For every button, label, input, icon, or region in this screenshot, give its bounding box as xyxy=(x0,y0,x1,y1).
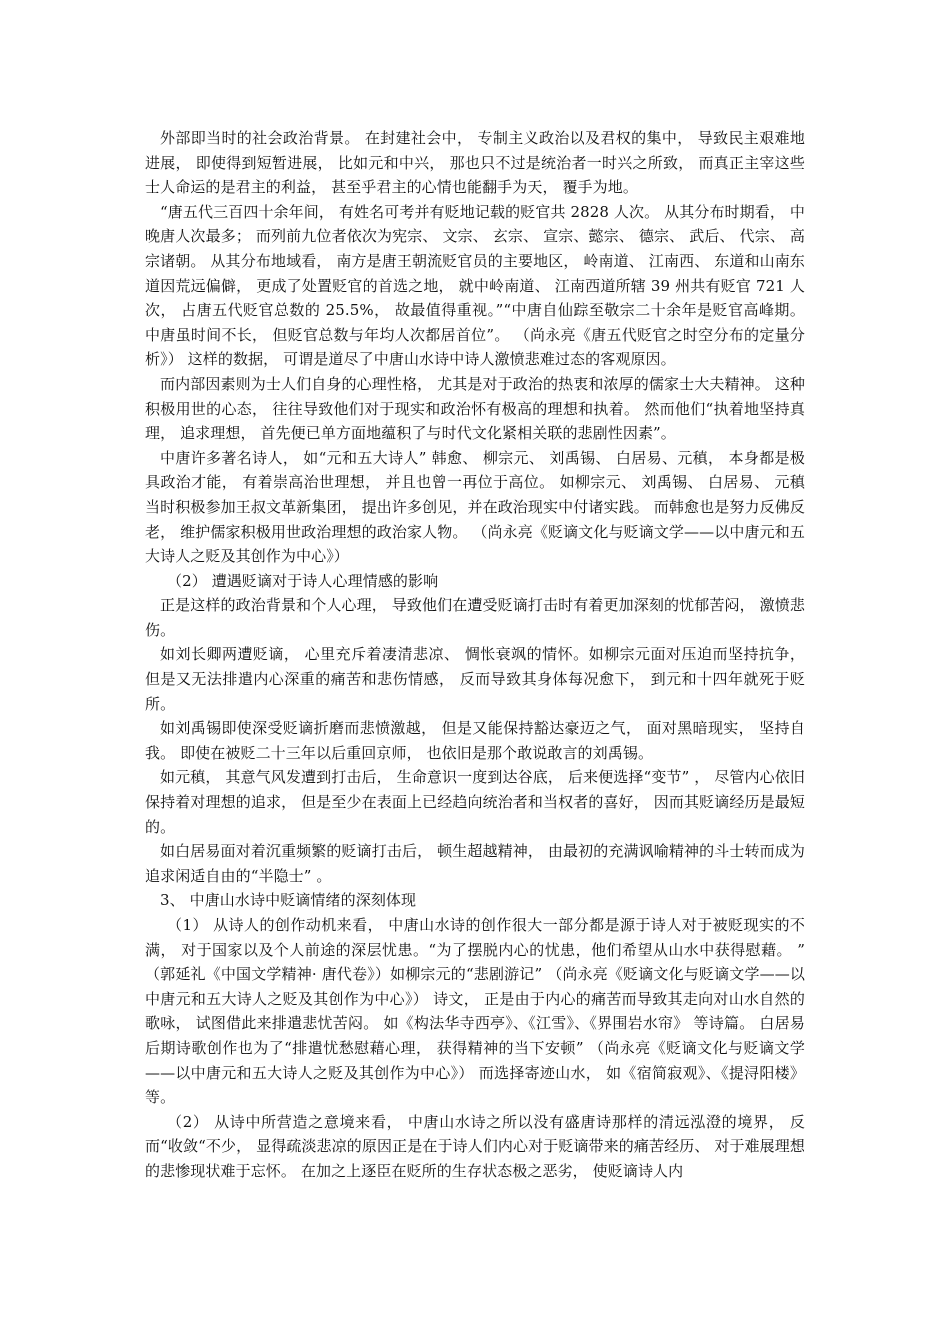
section-heading-2: （2） 遭遇贬谪对于诗人心理情感的影响 xyxy=(167,571,439,590)
paragraph-political-background: 外部即当时的社会政治背景。 在封建社会中， 专制主义政治以及君权的集中， 导致民主艰难地进展， 即使得到短暂进展， 比如元和中兴， 那也只不过是统治者一时兴之所致， 而真正主宰这些士人命运的是君主的利益， 甚至乎君主的心情也能翻手为天， 覆手为地。 xyxy=(145,129,805,197)
paragraph-liu-changqing: 如刘长卿两遭贬谪， 心里充斥着凄清悲凉、 惆怅衰飒的情怀。如柳宗元面对压迫而坚持抗争， 但是又无法排遣内心深重的痛苦和悲伤情感， 反而导致其身体每况愈下， 到元和十四年就死于贬所。 xyxy=(145,645,805,713)
paragraph-bai-juyi: 如白居易面对着沉重频繁的贬谪打击后， 顿生超越精神， 由最初的充满讽喻精神的斗士转而成为追求闲适自由的“半隐士” 。 xyxy=(145,842,805,885)
paragraph-liu-yuxi: 如刘禹锡即使深受贬谪折磨而悲愤激越， 但是又能保持豁达豪迈之气， 面对黑暗现实， 坚持自我。 即使在被贬二十三年以后重回京师， 也依旧是那个敢说敢言的刘禹锡。 xyxy=(145,719,805,762)
paragraph-consequence: 正是这样的政治背景和个人心理， 导致他们在遭受贬谪打击时有着更加深刻的忧郁苦闷， 激愤悲伤。 xyxy=(145,596,805,639)
paragraph-yuan-zhen: 如元稹， 其意气风发遭到打击后， 生命意识一度到达谷底， 后来便选择“变节” ， 尽管内心依旧保持着对理想的追求， 但是至少在表面上已经趋向统治者和当权者的喜好， 因而其贬谪经历是最短的。 xyxy=(145,768,805,836)
document-page xyxy=(145,126,805,1184)
paragraph-internal-factors: 而内部因素则为士人们自身的心理性格， 尤其是对于政治的热衷和浓厚的儒家士大夫精神。 这种积极用世的心态， 往往导致他们对于现实和政治怀有极高的理想和执着。 然而他们“执着地坚持真理， 追求理想， 首先便已单方面地蕴积了与时代文化紧相关联的悲剧性因素”。 xyxy=(145,374,805,443)
paragraph-creative-motive: （1） 从诗人的创作动机来看， 中唐山水诗的创作很大一部分都是源于诗人对于被贬现实的不满， 对于国家以及个人前途的深层忧患。“为了摆脱内心的忧患，他们希望从山水中获得慰藉。 ” （郭延礼《中国文学精神· 唐代卷》）如柳宗元的“悲剧游记” （尚永亮《贬谪文化与贬谪文学——以中唐元和五大诗人之贬及其创作为中心》） 诗文， 正是由于内心的痛苦而导致其走向对山水自然的歌咏， 试图借此来排遣悲忧苦闷。 如《构法华寺西亭》、《江雪》、《界围岩水帘》 等诗篇。 白居易后期诗歌创作也为了“排遣忧愁慰藉心理， 获得精神的当下安顿” （尚永亮《贬谪文化与贬谪文学——以中唐元和五大诗人之贬及其创作为中心》） 而选择寄迹山水， 如《宿简寂观》、《提浔阳楼》 等。 xyxy=(145,916,805,1107)
paragraph-demotion-statistics: “唐五代三百四十余年间， 有姓名可考并有贬地记载的贬官共 2828 人次。 从其分布时期看， 中晚唐人次最多； 而列前九位者依次为宪宗、 文宗、 玄宗、 宣宗、懿宗、 德宗、 武后、 代宗、 高宗诸朝。 从其分布地域看， 南方是唐王朝流贬官员的主要地区， 岭南道、 江南西、 东道和山南东道因荒远偏僻， 更成了处置贬官的首选之地， 就中岭南道、 江南西道所辖 39 州共有贬官 721 人次， 占唐五代贬官总数的 25.5%， 故最值得重视。”“中唐自仙踪至敬宗二十余年是贬官高峰期。 中唐虽时间不长， 但贬官总数与年均人次都居首位”。 （尚永亮《唐五代贬官之时空分布的定量分析》） 这样的数据， 可谓是道尽了中唐山水诗中诗人激愤悲难过态的客观原因。 xyxy=(145,202,805,369)
section-heading-3: 3、 中唐山水诗中贬谪情绪的深刻体现 xyxy=(160,891,417,910)
paragraph-famous-poets: 中唐许多著名诗人， 如“元和五大诗人” 韩愈、 柳宗元、 刘禹锡、 白居易、元稹， 本身都是极具政治才能， 有着崇高治世理想， 并且也曾一再位于高位。 如柳宗元、 刘禹锡、 白居易、 元稹当时积极参加王叔文革新集团， 提出许多创见，并在政治现实中付诸实践。 而韩愈也是努力反佛反老， 维护儒家积极用世政治理想的政治家人物。 （尚永亮《贬谪文化与贬谪文学——以中唐元和五大诗人之贬及其创作为中心》） xyxy=(145,448,805,566)
paragraph-artistic-conception: （2） 从诗中所营造之意境来看， 中唐山水诗之所以没有盛唐诗那样的清远泓澄的境界， 反而“收敛“不少， 显得疏淡悲凉的原因正是在于诗人们内心对于贬谪带来的痛苦经历、 对于难展理想的悲惨现状难于忘怀。 在加之上逐臣在贬所的生存状态极之恶劣， 使贬谪诗人内 xyxy=(145,1112,805,1180)
